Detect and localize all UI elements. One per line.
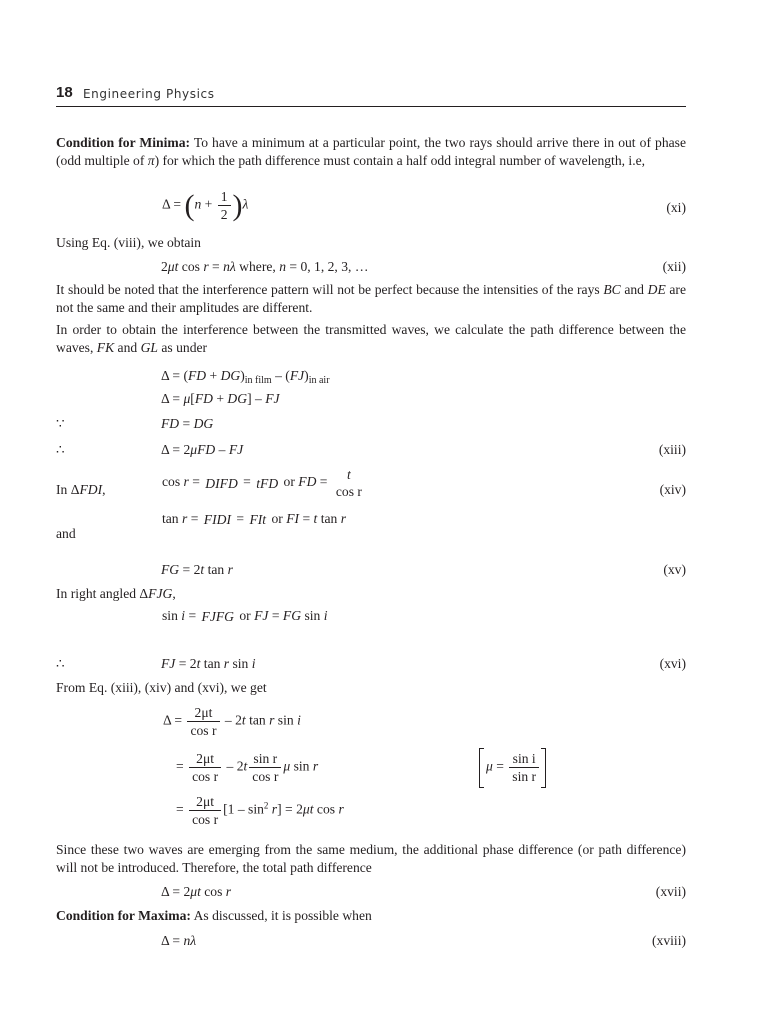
therefore-symbol: ∴ bbox=[56, 442, 65, 457]
equation-tan: tan r = FIDI = FIt or FI = t tan r bbox=[162, 511, 346, 528]
equation-fd-dg: FD = DG bbox=[161, 416, 214, 431]
equation-xv: FG = 2t tan r bbox=[161, 562, 233, 577]
running-header bbox=[56, 84, 686, 107]
equation-xiii: Δ = 2μFD – FJ bbox=[161, 442, 244, 457]
equation-xviii: Δ = nλ bbox=[161, 933, 197, 948]
equation-path-2: Δ = μ[FD + DG] – FJ bbox=[161, 391, 280, 406]
minima-paragraph: Condition for Minima: To have a minimum at a particular point, the two rays should arrive there in out of phase (odd multiple of π) for which the path difference must contain a half odd integral number of wavelength, i.e, bbox=[56, 135, 686, 168]
note-paragraph: It should be noted that the interference pattern will not be perfect because the intensities of the rays BC and DE are not the same and their amplitudes are different. bbox=[56, 282, 686, 315]
derivation-line-3: = $\frac{2\mu t}{\text{cos r}}$ $[1 - \sin^2 r] = 2\mu t$ cos r bbox=[176, 794, 344, 827]
equation-number: (xv) bbox=[663, 562, 686, 577]
equation-number: (xvi) bbox=[659, 656, 686, 671]
equation-xii: 2μt cos r = nλ where, n = 0, 1, 2, 3, … bbox=[161, 259, 369, 274]
equation-xvi: FJ = 2t tan r sin i bbox=[161, 656, 256, 671]
triangle-fjg-label: In right angled ΔFJG, bbox=[56, 586, 176, 601]
equation-number: (xviii) bbox=[652, 933, 686, 948]
equation-xvii: Δ = 2μt cos r bbox=[161, 884, 232, 899]
refraction-side-note: μ = $\frac{\text{sin i}}{\text{sin r}}$ bbox=[486, 750, 541, 785]
triangle-fdi-label: In ΔFDI, bbox=[56, 482, 106, 497]
therefore-symbol: ∴ bbox=[56, 656, 65, 671]
left-bracket bbox=[479, 748, 484, 788]
equation-number: (xvii) bbox=[655, 884, 686, 899]
derivation-line-1: Δ = $\frac{2\mu t}{\text{cos r}}$ – 2t tan r sin i bbox=[163, 705, 301, 738]
page-number: 18 bbox=[56, 84, 73, 101]
equation-sin: sin i = FJFG or FJ = FG sin i bbox=[162, 608, 328, 625]
since-paragraph: Since these two waves are emerging from the same medium, the additional phase difference (or path difference) will not be introduced. Therefore, the total path difference bbox=[56, 842, 686, 875]
because-symbol: ∵ bbox=[56, 416, 65, 431]
text-line: Using Eq. (viii), we obtain bbox=[56, 235, 201, 250]
equation-xiv: cos r = DIFD = tFD or FD = t cos r bbox=[162, 467, 362, 499]
maxima-paragraph: Condition for Maxima: As discussed, it is possible when bbox=[56, 908, 372, 923]
equation-xi: Δ = (n + $\frac{1}{2}$ )λ bbox=[162, 188, 249, 222]
equation-number: (xiv) bbox=[659, 482, 686, 497]
equation-path-1: $\Delta = (FD + DG)_{in film} - (FJ)_{in air}$ bbox=[161, 368, 330, 386]
and-label: and bbox=[56, 526, 76, 541]
minima-heading: Condition for Minima: bbox=[56, 135, 191, 150]
equation-number: (xi) bbox=[666, 200, 686, 215]
equation-number: (xiii) bbox=[658, 442, 686, 457]
right-bracket bbox=[541, 748, 546, 788]
book-title: Engineering Physics bbox=[83, 87, 215, 101]
transmitted-paragraph: In order to obtain the interference between the transmitted waves, we calculate the path difference between the waves, FK and GL as under bbox=[56, 322, 686, 355]
derivation-line-2: = $\frac{2\mu t}{\text{cos r}}$ – 2t $\frac{\text{sin r}}{\text{cos r}}$ μ sin r bbox=[176, 751, 319, 784]
maxima-heading: Condition for Maxima: bbox=[56, 908, 191, 923]
text-line: From Eq. (xiii), (xiv) and (xvi), we get bbox=[56, 680, 267, 695]
equation-number: (xii) bbox=[662, 259, 686, 274]
